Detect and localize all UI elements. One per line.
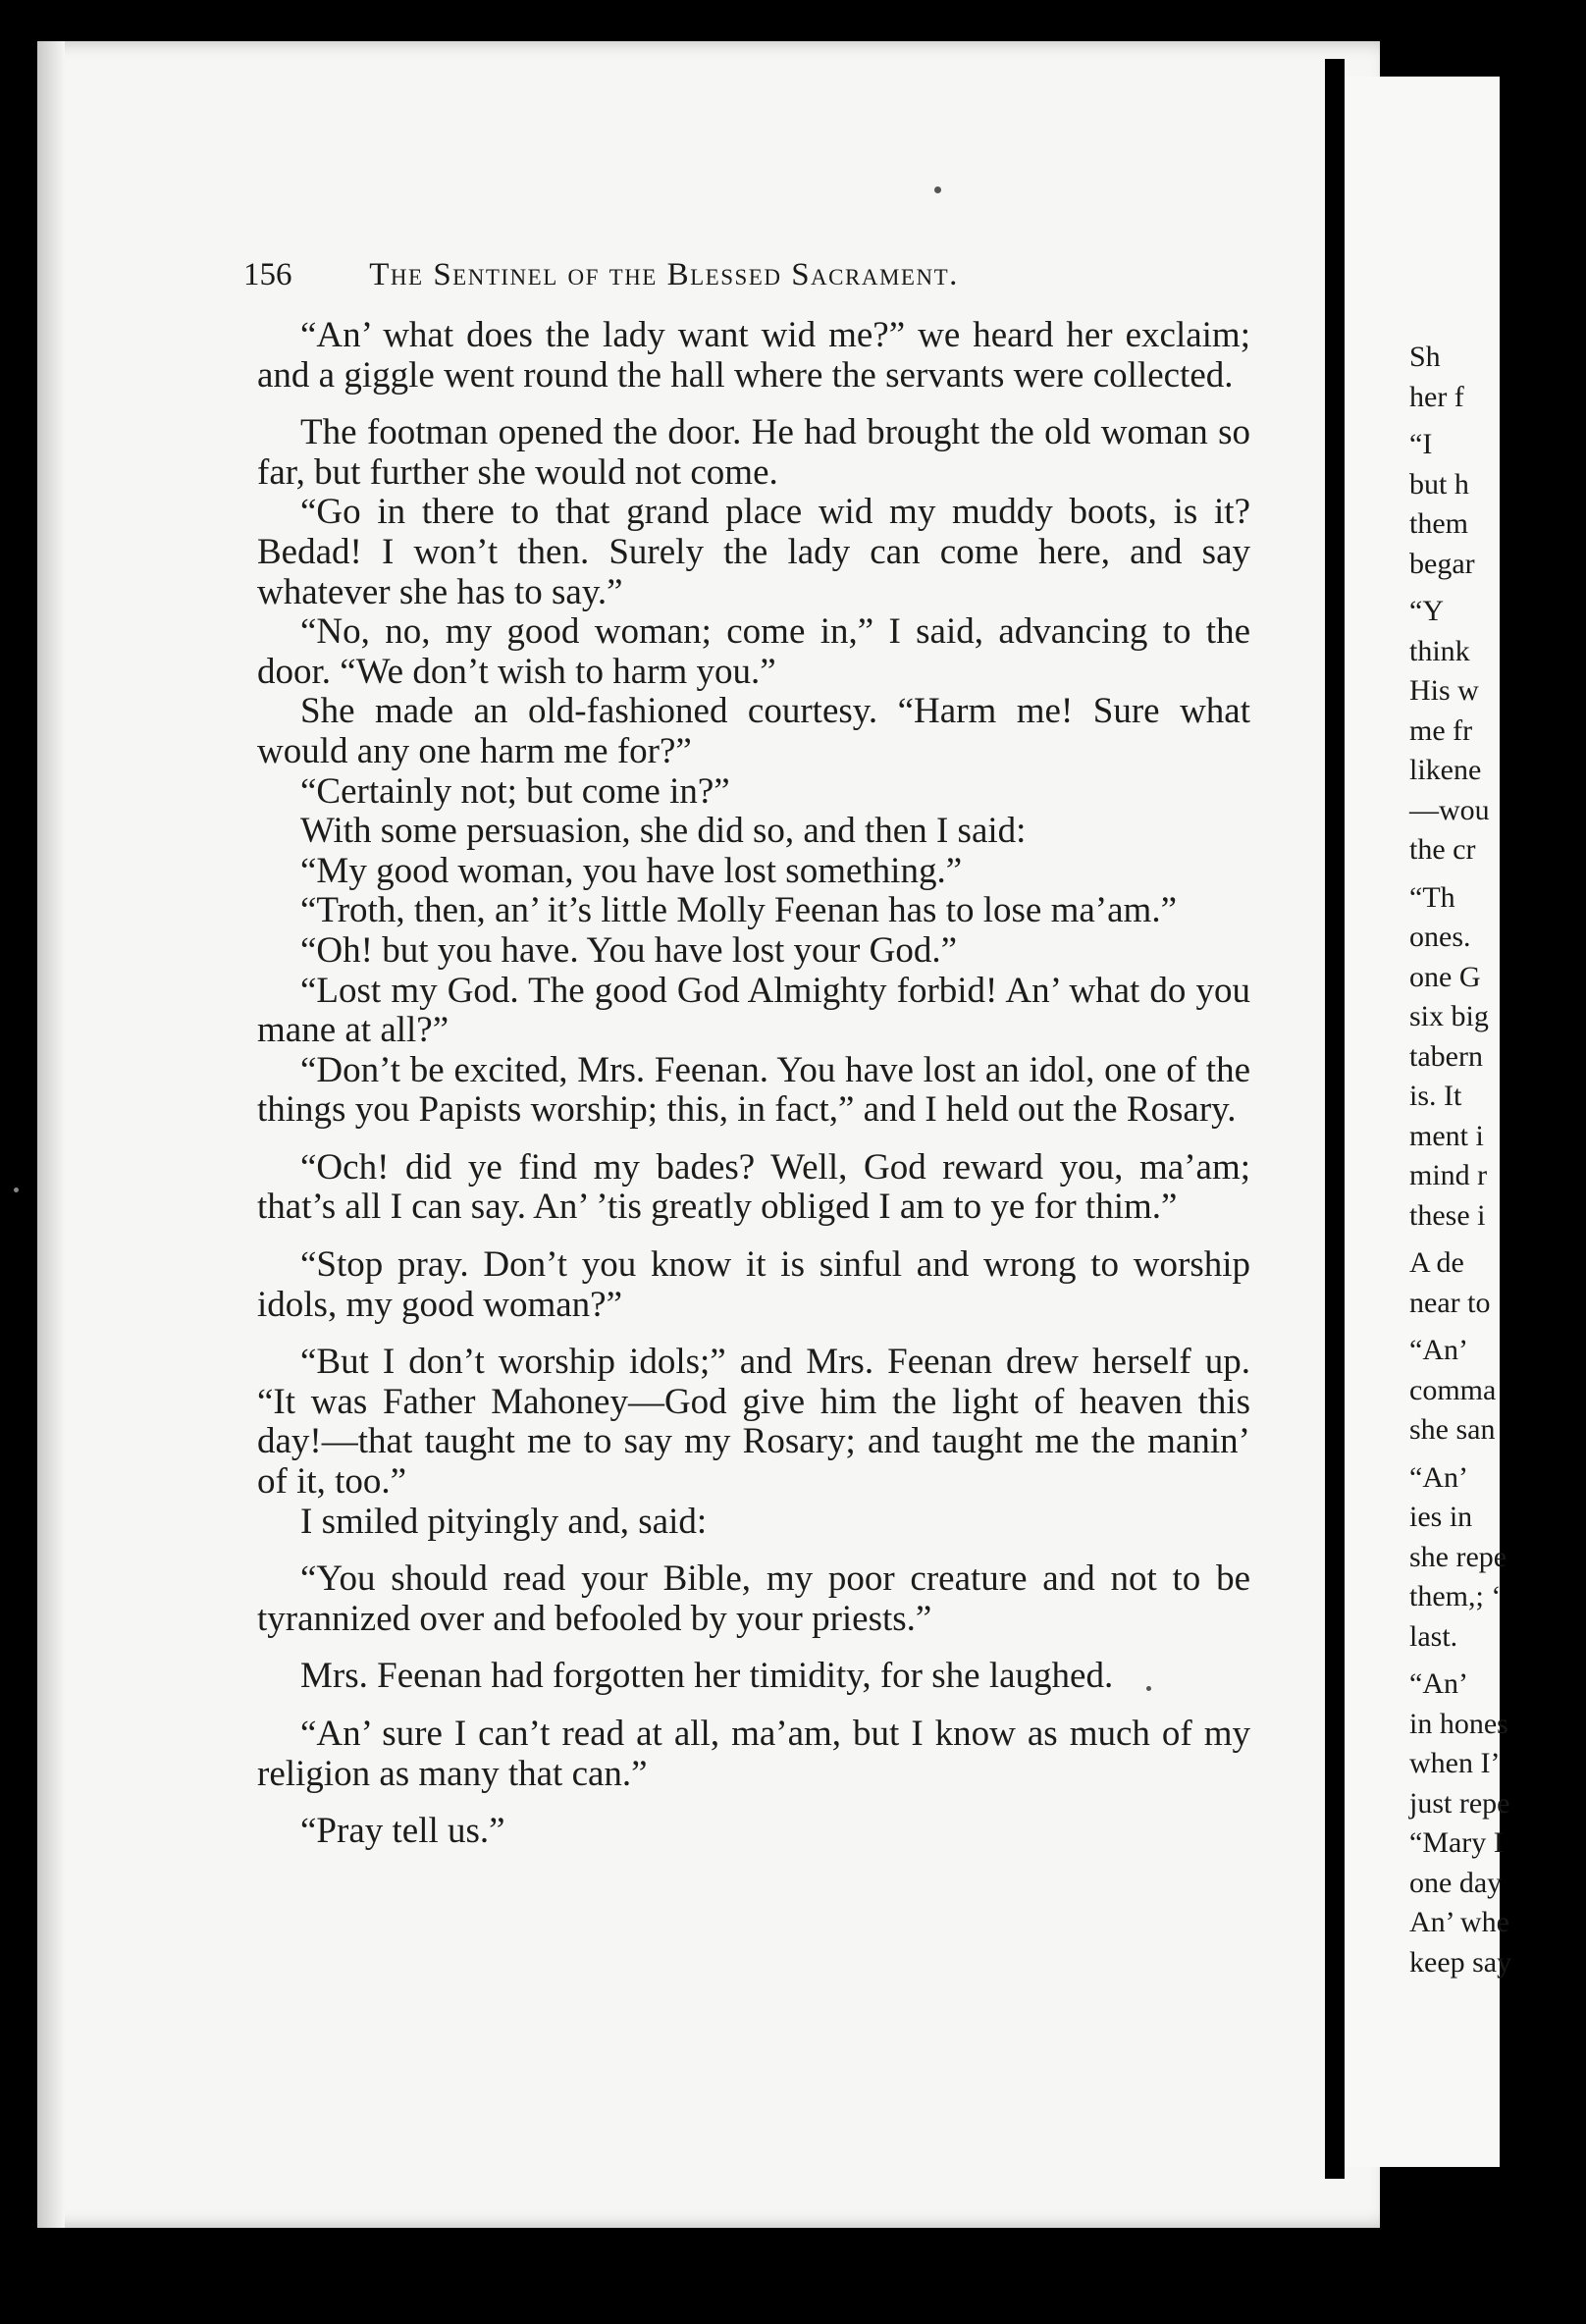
paragraph: “Pray tell us.” — [300, 1811, 505, 1852]
scan-speck — [934, 186, 941, 193]
paragraph: Mrs. Feenan had forgotten her timidity, for she laughed. — [300, 1656, 1114, 1697]
facing-line: His w — [1409, 674, 1479, 707]
facing-line: these i — [1409, 1198, 1486, 1232]
facing-line: An’ whe — [1409, 1906, 1509, 1938]
facing-line: when I’ — [1409, 1747, 1501, 1779]
facing-line: tabern — [1409, 1039, 1483, 1073]
facing-line: them — [1409, 507, 1468, 540]
paragraph: With some persuasion, she did so, and then I said: — [300, 811, 1027, 852]
page-edge-shadow — [37, 41, 65, 2228]
scan-speck — [1146, 1686, 1151, 1691]
facing-line: “An’ — [1409, 1460, 1468, 1494]
running-head — [243, 257, 1225, 306]
facing-line: ies in — [1409, 1501, 1473, 1533]
facing-line: “Th — [1409, 880, 1455, 914]
paragraph: “You should read your Bible, my poor creature and not to be tyrannized over and befooled by your priests.” — [257, 1558, 1250, 1639]
paragraph: “Oh! but you have. You have lost your God.” — [300, 929, 957, 971]
facing-line: she san — [1409, 1413, 1496, 1446]
facing-line: likene — [1409, 754, 1482, 786]
paragraph: “Go in there to that grand place wid my muddy boots, is it? Bedad! I won’t then. Surely the lady can come here, and say whatever she has to say.” — [257, 492, 1250, 612]
paragraph: The footman opened the door. He had brought the old woman so far, but further she would not come. — [257, 412, 1250, 493]
body-text — [257, 316, 1250, 1852]
facing-line: in hones — [1409, 1707, 1508, 1740]
facing-line: “Mary I — [1409, 1826, 1504, 1859]
facing-page-text — [1409, 338, 1586, 1982]
facing-line: “Y — [1409, 595, 1444, 627]
facing-line: mind r — [1409, 1159, 1488, 1191]
page-number: 156 — [243, 257, 292, 292]
facing-line: think — [1409, 634, 1470, 667]
scan-speck — [14, 1188, 19, 1192]
facing-line: Sh — [1409, 341, 1441, 373]
book-gutter — [1325, 59, 1345, 2179]
facing-line: just repe — [1409, 1786, 1510, 1820]
facing-line: “An’ — [1409, 1667, 1468, 1700]
paragraph: “An’ sure I can’t read at all, ma’am, but I know as much of my religion as many that can.” — [257, 1714, 1250, 1794]
paragraph: “An’ what does the lady want wid me?” we heard her exclaim; and a giggle went round the hall where the servants were collected. — [257, 315, 1250, 396]
facing-line: the cr — [1409, 833, 1476, 866]
facing-line: her f — [1409, 380, 1464, 413]
paragraph: “Och! did ye find my bades? Well, God reward you, ma’am; that’s all I can say. An’ ’tis greatly obliged I am to ye for thim.” — [257, 1146, 1250, 1228]
facing-line: begar — [1409, 547, 1475, 580]
paragraph: “Certainly not; but come in?” — [300, 770, 730, 812]
running-head-title: The Sentinel of the Blessed Sacrament. — [369, 257, 959, 292]
facing-line: one G — [1409, 960, 1481, 993]
facing-line: is. It — [1409, 1080, 1462, 1112]
facing-line: but h — [1409, 467, 1469, 501]
facing-line: keep say — [1409, 1945, 1512, 1979]
facing-line: comma — [1409, 1373, 1497, 1406]
facing-line: six big — [1409, 1000, 1489, 1032]
facing-line: “An’ — [1409, 1334, 1468, 1366]
paragraph: I smiled pityingly and, said: — [300, 1501, 708, 1542]
facing-line: ment i — [1409, 1119, 1484, 1152]
facing-line: me fr — [1409, 713, 1473, 747]
facing-line: A de — [1409, 1246, 1464, 1279]
paragraph: “No, no, my good woman; come in,” I said, advancing to the door. “We don’t wish to harm you.” — [257, 611, 1250, 692]
facing-line: ones. — [1409, 921, 1471, 953]
paragraph: “But I don’t worship idols;” and Mrs. Feenan drew herself up. “It was Father Mahoney—God give him the light of heaven this day!—that taught me to say my Rosary; and taught me the manin’ of it, too.” — [257, 1342, 1250, 1503]
paragraph: “My good woman, you have lost something.” — [300, 850, 963, 891]
facing-line: last. — [1409, 1619, 1458, 1653]
paragraph: She made an old-fashioned courtesy. “Harm me! Sure what would any one harm me for?” — [257, 691, 1250, 771]
facing-line: —wou — [1409, 793, 1490, 826]
facing-line: one day — [1409, 1866, 1503, 1899]
facing-line: near to — [1409, 1286, 1491, 1319]
paragraph: “Don’t be excited, Mrs. Feenan. You have lost an idol, one of the things you Papists worship; this, in fact,” and I held out the Rosary. — [257, 1049, 1250, 1131]
paragraph: “Troth, then, an’ it’s little Molly Feenan has to lose ma’am.” — [300, 890, 1177, 931]
paragraph: “Stop pray. Don’t you know it is sinful and wrong to worship idols, my good woman?” — [257, 1244, 1250, 1325]
facing-line: them,; ‘ — [1409, 1580, 1502, 1612]
paragraph: “Lost my God. The good God Almighty forbid! An’ what do you mane at all?” — [257, 970, 1250, 1051]
facing-line: she repe — [1409, 1540, 1507, 1573]
facing-line: “I — [1409, 428, 1433, 460]
